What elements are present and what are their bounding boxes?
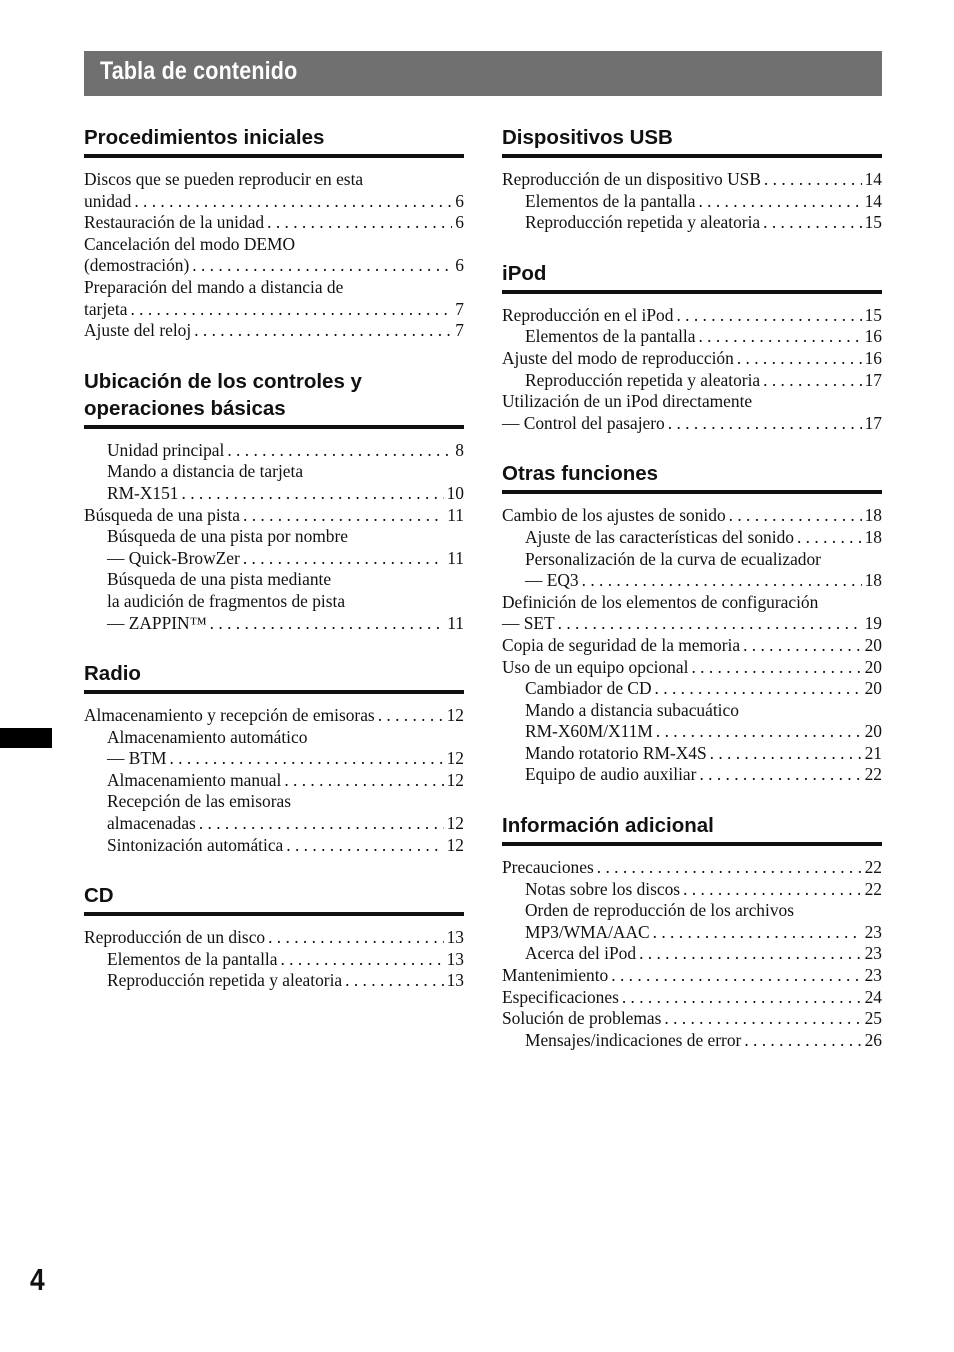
toc-entry[interactable] [502,635,882,657]
toc-entry[interactable] [84,169,464,212]
toc-entry[interactable] [502,764,882,786]
section-heading: CD [84,882,464,916]
dot-leader [378,705,444,727]
toc-entry-text: Elementos de la pantalla [525,326,696,347]
toc-page-number: 17 [864,412,882,433]
section-heading: Procedimientos iniciales [84,124,464,158]
toc-entry[interactable] [502,700,882,743]
toc-entry-text: Restauración de la unidad [84,212,265,233]
dot-leader [743,635,862,657]
dot-leader [764,169,862,191]
toc-entry-text: Copia de seguridad de la memoria [502,634,741,655]
toc-entry-text: Búsqueda de una pista mediante [107,569,332,590]
toc-entry-text: — BTM [107,748,167,769]
toc-entry-text: — ZAPPIN™ [107,612,207,633]
dot-leader [268,927,444,949]
toc-page-number: 18 [864,526,882,547]
toc-entry[interactable] [84,727,464,770]
dot-leader [182,483,444,505]
toc-page-number: 12 [446,748,464,769]
toc-page-number: 19 [864,613,882,634]
toc-page-number: 12 [446,705,464,726]
toc-entry[interactable] [84,705,464,727]
toc-section-otras-funciones [502,460,882,786]
section-heading: Radio [84,660,464,694]
toc-entry-text: Orden de reproducción de los archivos [525,900,794,921]
dot-leader [280,949,443,971]
toc-page-number: 21 [864,742,882,763]
toc-entry[interactable] [84,277,464,320]
toc-entry-text: unidad [84,190,132,211]
toc-entry-text: Mensajes/indicaciones de error [525,1029,742,1050]
toc-entry-text: Discos que se pueden reproducir en esta [84,169,364,189]
dot-leader [286,835,443,857]
toc-entry[interactable] [502,965,882,987]
toc-entry[interactable] [502,169,882,191]
toc-page-number: 14 [864,190,882,211]
toc-entry[interactable] [502,348,882,370]
dot-leader [655,678,862,700]
toc-entry-text: Mando rotatorio RM-X4S [525,742,707,763]
toc-page-number: 20 [864,656,882,677]
toc-page-number: 11 [447,504,464,525]
dot-leader [653,922,862,944]
toc-entry-text: Sintonización automática [107,834,284,855]
dot-leader [267,212,452,234]
toc-entry[interactable] [502,549,882,592]
dot-leader [691,657,861,679]
toc-entry[interactable] [84,212,464,234]
toc-entry-text: Mantenimiento [502,965,609,986]
toc-entry-text: Búsqueda de una pista por nombre [107,526,348,547]
toc-page-number: 6 [455,212,464,233]
toc-entry[interactable] [502,212,882,234]
title-bar [84,51,882,96]
toc-page-number: 22 [864,857,882,878]
toc-entry-text: la audición de fragmentos de pista [107,590,346,611]
toc-entry[interactable] [84,234,464,277]
toc-page-number: 13 [446,927,464,948]
toc-section-dispositivos-usb [502,124,882,234]
dot-leader [192,255,452,277]
toc-entry-text: Reproducción repetida y aleatoria [525,212,761,233]
toc-page-number: 15 [864,304,882,325]
dot-leader [763,212,861,234]
toc-entry-text: Cambiador de CD [525,678,652,699]
toc-page-number: 22 [864,878,882,899]
dot-leader [199,813,444,835]
toc-page-number: 20 [864,721,882,742]
toc-entry[interactable] [84,505,464,527]
section-heading: iPod [502,260,882,294]
dot-leader [611,965,861,987]
toc-entry-text: Uso de un equipo opcional [502,656,689,677]
toc-entry-text: Definición de los elementos de configuración [502,591,819,612]
toc-page-number: 18 [864,505,882,526]
toc-entry-text: Unidad principal [107,439,225,460]
toc-entry[interactable] [502,391,882,434]
toc-entry-text: — Quick-BrowZer [107,547,240,568]
dot-leader [676,305,861,327]
toc-page-number: 18 [864,570,882,591]
dot-leader [345,970,443,992]
toc-entry-text: Ajuste de las características del sonido [525,526,794,547]
toc-entry[interactable] [502,191,882,213]
dot-leader [639,943,862,965]
toc-entry-text: Reproducción repetida y aleatoria [525,369,761,390]
toc-entry[interactable] [502,370,882,392]
page-title: Tabla de contenido [100,57,298,85]
dot-leader [656,721,862,743]
toc-section-procedimientos-iniciales [84,124,464,342]
toc-entry-text: — EQ3 [525,570,579,591]
toc-page-number: 13 [446,948,464,969]
section-heading: Otras funciones [502,460,882,494]
toc-entry[interactable] [84,526,464,569]
dot-leader [558,613,862,635]
toc-page-number: 7 [455,320,464,341]
toc-entry-text: Almacenamiento manual [107,769,282,790]
toc-page-number: 17 [864,369,882,390]
toc-entry-text: Búsqueda de una pista [84,504,240,525]
toc-entry[interactable] [84,970,464,992]
dot-leader [597,857,862,879]
toc-entry-text: Elementos de la pantalla [525,190,696,211]
toc-entry-text: Almacenamiento automático [107,726,308,747]
toc-page-number: 20 [864,678,882,699]
toc-section-informacion-adicional [502,812,882,1051]
toc-entry[interactable] [502,657,882,679]
toc-page-number: 23 [864,943,882,964]
toc-entry[interactable] [84,927,464,949]
toc-page-number: 12 [446,769,464,790]
toc-page-number: 12 [446,834,464,855]
toc-entry[interactable] [84,320,464,342]
toc-entry-text: Reproducción de un disco [84,927,266,948]
toc-section-ipod [502,260,882,435]
toc-entry[interactable] [502,987,882,1009]
toc-entry-text: Personalización de la curva de ecualizador [525,548,821,569]
toc-entry[interactable] [502,943,882,965]
toc-page-number: 15 [864,212,882,233]
section-heading: Dispositivos USB [502,124,882,158]
toc-page-number: 13 [446,970,464,991]
toc-entry[interactable] [502,857,882,879]
dot-leader [683,879,862,901]
dot-leader [710,743,862,765]
toc-entry[interactable] [502,527,882,549]
dot-leader [664,1008,861,1030]
toc-page-number: 22 [864,764,882,785]
dot-leader [284,770,443,792]
dot-leader [210,613,445,635]
section-heading: Ubicación de los controles y operaciones básicas [84,368,464,429]
toc-entry-text: Ajuste del modo de reproducción [502,347,734,368]
dot-leader [622,987,862,1009]
toc-page-number: 25 [864,1008,882,1029]
toc-entry-text: RM-X60M/X11M [525,721,653,742]
toc-entry-text: Especificaciones [502,986,619,1007]
toc-entry-text: Preparación del mando a distancia de [84,276,344,297]
toc-page-number: 6 [455,255,464,276]
toc-entry-text: — Control del pasajero [502,412,665,433]
toc-entry[interactable] [84,949,464,971]
toc-page-number: 26 [864,1029,882,1050]
toc-entry-text: RM-X151 [107,482,179,503]
dot-leader [737,348,862,370]
dot-leader [698,191,861,213]
toc-entry[interactable] [502,678,882,700]
toc-entry[interactable] [502,592,882,635]
side-tab-marker [0,728,52,748]
toc-entry-text: Ajuste del reloj [84,320,192,341]
toc-entry-text: Mando a distancia subacuático [525,699,739,720]
dot-leader [194,320,452,342]
toc-entry[interactable] [502,505,882,527]
toc-entry[interactable] [84,461,464,504]
dot-leader [698,326,861,348]
toc-entry-text: Reproducción repetida y aleatoria [107,970,343,991]
toc-page-number: 12 [446,813,464,834]
toc-entry-text: almacenadas [107,813,196,834]
toc-entry-text: Cambio de los ajustes de sonido [502,505,726,526]
toc-column-left [84,124,464,1018]
dot-leader [699,764,861,786]
toc-page-number: 8 [455,439,464,460]
dot-leader [227,440,452,462]
toc-column-right [502,124,882,1077]
toc-entry-text: Utilización de un iPod directamente [502,391,753,412]
toc-page-number: 23 [864,921,882,942]
toc-section-cd [84,882,464,992]
toc-entry-text: Elementos de la pantalla [107,948,278,969]
toc-entry[interactable] [502,1030,882,1052]
toc-page-number: 20 [864,634,882,655]
dot-leader [243,505,444,527]
toc-page-number: 24 [864,986,882,1007]
toc-entry[interactable] [502,900,882,943]
toc-page-number: 23 [864,965,882,986]
dot-leader [243,548,444,570]
dot-leader [763,370,861,392]
page-number: 4 [30,1262,45,1297]
toc-entry[interactable] [502,743,882,765]
toc-entry[interactable] [502,326,882,348]
dot-leader [130,299,452,321]
toc-entry-text: Solución de problemas [502,1008,662,1029]
toc-page-number: 6 [455,190,464,211]
toc-page-number: 11 [447,612,464,633]
toc-page-number: 11 [447,547,464,568]
dot-leader [744,1030,861,1052]
toc-entry-text: Equipo de audio auxiliar [525,764,697,785]
toc-entry[interactable] [84,835,464,857]
toc-page-number: 16 [864,347,882,368]
toc-entry-text: Reproducción de un dispositivo USB [502,169,761,189]
toc-page-number: 7 [455,298,464,319]
toc-entry[interactable] [502,879,882,901]
toc-page-number: 16 [864,326,882,347]
toc-entry-text: Precauciones [502,857,594,878]
toc-entry[interactable] [84,569,464,634]
toc-page-number: 10 [446,482,464,503]
dot-leader [797,527,862,549]
toc-section-ubicacion-de-los-controles-y-operaciones-basicas [84,368,464,634]
toc-entry[interactable] [84,440,464,462]
toc-entry[interactable] [84,770,464,792]
toc-entry-text: (demostración) [84,255,190,276]
toc-entry-text: MP3/WMA/AAC [525,921,650,942]
dot-leader [582,570,862,592]
toc-entry-text: Cancelación del modo DEMO [84,233,296,254]
dot-leader [134,191,452,213]
section-heading: Información adicional [502,812,882,846]
dot-leader [169,748,443,770]
toc-entry-text: Acerca del iPod [525,943,637,964]
toc-entry[interactable] [84,791,464,834]
toc-entry[interactable] [502,1008,882,1030]
toc-entry-text: tarjeta [84,298,128,319]
toc-entry-text: Almacenamiento y recepción de emisoras [84,705,375,726]
dot-leader [668,413,862,435]
toc-entry[interactable] [502,305,882,327]
toc-entry-text: Mando a distancia de tarjeta [107,461,304,482]
toc-entry-text: Recepción de las emisoras [107,791,291,812]
toc-section-radio [84,660,464,856]
toc-entry-text: Notas sobre los discos [525,878,681,899]
dot-leader [729,505,862,527]
toc-page-number: 14 [864,169,882,189]
toc-entry-text: — SET [502,613,555,634]
toc-entry-text: Reproducción en el iPod [502,304,674,325]
